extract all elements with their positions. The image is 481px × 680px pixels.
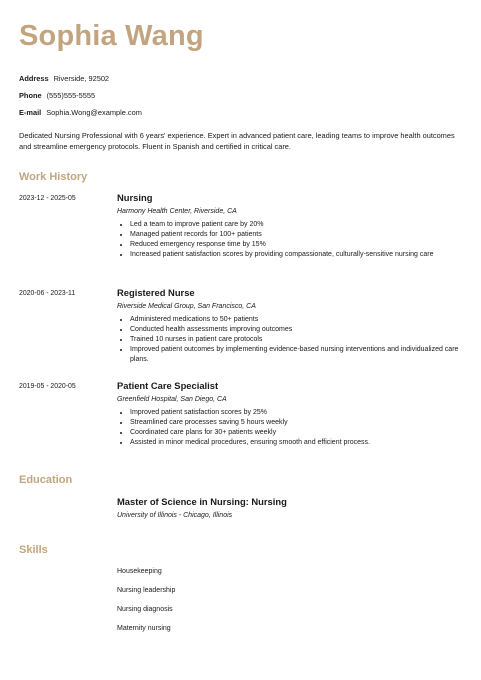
contact-phone: [19, 87, 142, 104]
contact-value: Sophia.Wong@example.com: [46, 108, 142, 117]
job-bullet: • Trained 10 nurses in patient care protocols: [130, 335, 462, 345]
job-bullet: • Coordinated care plans for 30+ patients weekly: [130, 428, 462, 438]
job-title: Nursing: [117, 192, 153, 203]
skills-heading: Skills: [19, 544, 48, 556]
job-bullet: • Improved patient outcomes by implementing evidence-based nursing interventions and individualized care plans.: [130, 345, 462, 365]
skill-item: Nursing leadership: [117, 587, 176, 594]
job-bullet: • Reduced emergency response time by 15%: [130, 240, 462, 250]
professional-summary: Dedicated Nursing Professional with 6 years' experience. Expert in advanced patient care, leading teams to improve health outcomes and streamline emergency protocols. Fluent in Spanish and certified in critical care.: [19, 131, 455, 151]
work-history-heading: Work History: [19, 171, 88, 183]
job-bullet: • Increased patient satisfaction scores by providing compassionate, culturally-sensitive nursing care: [130, 250, 462, 260]
contact-label: Address: [19, 74, 49, 83]
contact-email: [19, 104, 142, 121]
degree-title: Master of Science in Nursing: Nursing: [117, 496, 287, 507]
school-name: University of Illinois - Chicago, Illinois: [117, 512, 233, 519]
job-dates: 2020-06 - 2023-11: [19, 290, 76, 297]
job-details: [117, 287, 462, 365]
job-bullet: • Improved patient satisfaction scores by 25%: [130, 408, 462, 418]
job-bullet: • Administered medications to 50+ patients: [130, 315, 462, 325]
education-details: [117, 496, 462, 521]
education-heading: Education: [19, 474, 73, 486]
skill-item: Maternity nursing: [117, 625, 171, 632]
skill-item: Nursing diagnosis: [117, 606, 173, 613]
contact-address: [19, 70, 142, 87]
skill-item: Housekeeping: [117, 568, 162, 575]
job-details: [117, 192, 462, 260]
job-bullet: • Streamlined care processes saving 5 hours weekly: [130, 418, 462, 428]
job-dates: 2019-05 - 2020-05: [19, 383, 76, 390]
job-title: Registered Nurse: [117, 287, 195, 298]
job-company: Greenfield Hospital, San Diego, CA: [117, 396, 227, 403]
job-company: Harmony Health Center, Riverside, CA: [117, 208, 237, 215]
job-bullet: • Assisted in minor medical procedures, ensuring smooth and efficient process.: [130, 438, 462, 448]
contact-value: Riverside, 92502: [53, 74, 110, 83]
job-bullet: • Led a team to improve patient care by 20%: [130, 220, 462, 230]
job-bullet: • Managed patient records for 100+ patients: [130, 230, 462, 240]
contact-block: [19, 70, 142, 121]
job-dates: 2023-12 - 2025-05: [19, 195, 76, 202]
contact-value: (555)555-5555: [46, 91, 96, 100]
job-company: Riverside Medical Group, San Francisco, CA: [117, 303, 256, 310]
contact-label: Phone: [19, 91, 42, 100]
contact-label: E-mail: [19, 108, 42, 117]
job-bullet: • Conducted health assessments improving outcomes: [130, 325, 462, 335]
job-bullets: [117, 408, 462, 448]
job-bullets: [117, 315, 462, 365]
job-bullets: [117, 220, 462, 260]
candidate-name: Sophia Wang: [19, 20, 204, 52]
job-details: [117, 380, 462, 448]
job-title: Patient Care Specialist: [117, 380, 219, 391]
